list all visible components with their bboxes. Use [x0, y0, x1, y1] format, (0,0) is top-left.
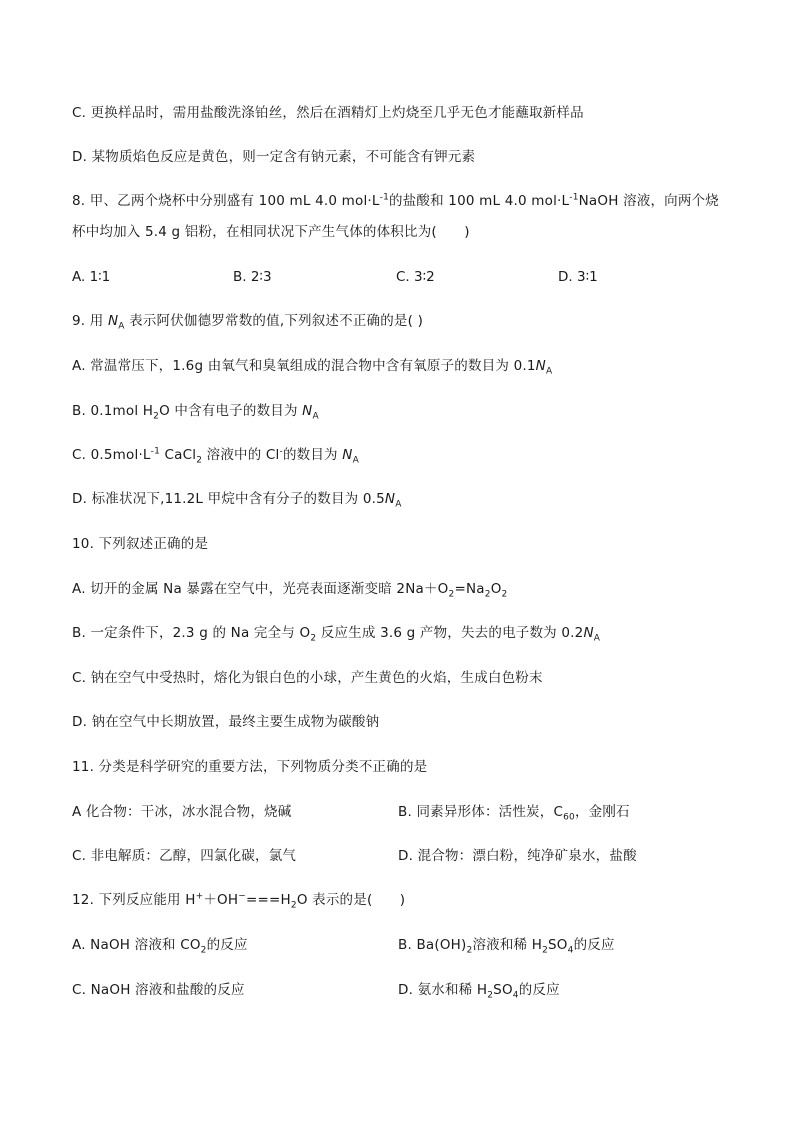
- q11-b-post: ，金刚石: [574, 804, 630, 820]
- q10-b-na-sub: A: [593, 633, 601, 644]
- q8-option-d: D. 3∶1: [558, 269, 598, 285]
- q12-d-pre: D. 氨水和稀 H: [398, 982, 488, 998]
- q11-option-b: [398, 803, 630, 821]
- q9-stem-pre: 9. 用: [72, 313, 108, 329]
- q8-stem-line1: [72, 192, 719, 210]
- q12-option-a: [72, 936, 248, 954]
- q12-sup2: −: [238, 891, 246, 902]
- q11-option-a: A 化合物：干冰，冰水混合物，烧碱: [72, 804, 292, 820]
- q12-a-post: 的反应: [206, 937, 248, 953]
- q9-stem: [72, 312, 423, 330]
- q10-a-sub2: 2: [484, 589, 491, 600]
- q11-b-sub: 60: [563, 812, 575, 823]
- q11-option-d: D. 混合物：漂白粉，纯净矿泉水，盐酸: [398, 848, 637, 864]
- q9-option-d: [72, 490, 402, 508]
- q12-option-c: C. NaOH 溶液和盐酸的反应: [72, 982, 245, 998]
- q10-option-c: C. 钠在空气中受热时，熔化为银白色的小球，产生黄色的火焰，生成白色粉末: [72, 670, 543, 686]
- q7-option-c: C. 更换样品时，需用盐酸洗涤铂丝，然后在酒精灯上灼烧至几乎无色才能蘸取新样品: [72, 105, 584, 121]
- q10-option-b: [72, 624, 600, 642]
- q12-d-sub: 2: [487, 990, 494, 1001]
- q9-c-sup: -1: [150, 446, 161, 457]
- q12-b-post: 的反应: [573, 937, 615, 953]
- q11-option-c: C. 非电解质：乙醇，四氯化碳，氯气: [72, 848, 297, 864]
- q10-a-sub1: 2: [448, 589, 455, 600]
- q8-option-c: C. 3∶2: [396, 269, 435, 285]
- q9-c-sub: 2: [196, 455, 203, 466]
- q12-stem-mid: ＋OH: [203, 892, 239, 908]
- q12-sup1: +: [195, 891, 204, 902]
- q12-option-d: [398, 981, 560, 999]
- q8-option-a: A. 1∶1: [72, 269, 111, 285]
- q12-stem-pre: 12. 下列反应能用 H: [72, 892, 196, 908]
- q11-stem: 11. 分类是科学研究的重要方法，下列物质分类不正确的是: [72, 759, 428, 775]
- q9-c-mid2: 溶液中的 Cl: [202, 447, 280, 463]
- q12-option-b: [398, 936, 615, 954]
- q10-b-sub: 2: [310, 633, 317, 644]
- q10-a-pre: A. 切开的金属 Na 暴露在空气中，光亮表面逐渐变暗 2Na＋O: [72, 581, 449, 597]
- q9-b-mid: O 中含有电子的数目为: [159, 403, 303, 419]
- q9-b-pre: B. 0.1mol H: [72, 403, 154, 419]
- q10-a-o: O: [490, 581, 502, 597]
- q9-c-n: N: [342, 447, 353, 463]
- q10-stem: 10. 下列叙述正确的是: [72, 536, 209, 552]
- q12-stem-post: O 表示的是( ): [296, 892, 406, 908]
- q12-a-sub: 2: [200, 945, 207, 956]
- q8-sup1: -1: [379, 192, 389, 203]
- q9-d-text: D. 标准状况下,11.2L 甲烷中含有分子的数目为 0.5: [72, 491, 385, 507]
- q10-option-d: D. 钠在空气中长期放置，最终主要生成物为碳酸钠: [72, 714, 380, 730]
- q12-b-so: SO: [548, 937, 568, 953]
- q10-b-n: N: [583, 625, 594, 641]
- q10-a-mid: =Na: [454, 581, 485, 597]
- q8-stem-part3: NaOH 溶液，向两个烧: [578, 193, 719, 209]
- q9-a-n: N: [535, 358, 546, 374]
- q9-d-sub: A: [395, 499, 402, 510]
- q9-c-sup2: -: [279, 446, 283, 457]
- q8-stem-part2: 的盐酸和 100 mL 4.0 mol·L: [389, 193, 570, 209]
- q12-d-so: SO: [493, 982, 513, 998]
- q9-b-n: N: [302, 403, 313, 419]
- q9-c-mid1: CaCl: [160, 447, 197, 463]
- q8-stem-line2: 杯中均加入 5.4 g 铝粉，在相同状况下产生气体的体积比为( ): [72, 224, 470, 240]
- q10-a-sub3: 2: [501, 589, 508, 600]
- q12-b-mid: 溶液和稀 H: [472, 937, 543, 953]
- q12-b-sub: 2: [466, 945, 473, 956]
- q12-d-sub2: 4: [512, 990, 519, 1001]
- q9-b-na-sub: A: [312, 411, 319, 422]
- q12-stem-sub: 2: [290, 900, 297, 911]
- q12-stem-eq: ===H: [246, 892, 291, 908]
- q9-b-sub: 2: [153, 411, 160, 422]
- q9-d-n: N: [384, 491, 396, 507]
- q9-stem-n: N: [107, 313, 119, 329]
- q9-stem-post: 表示阿伏伽德罗常数的值,下列叙述不正确的是( ): [124, 313, 424, 329]
- q10-b-post: 反应生成 3.6 g 产物，失去的电子数为 0.2: [316, 625, 584, 641]
- q11-b-pre: B. 同素异形体：活性炭，C: [398, 804, 564, 820]
- q8-stem-part1: 8. 甲、乙两个烧杯中分别盛有 100 mL 4.0 mol·L: [72, 193, 380, 209]
- q12-b-pre: B. Ba(OH): [398, 937, 467, 953]
- q9-a-text: A. 常温常压下，1.6g 由氧气和臭氧组成的混合物中含有氧原子的数目为 0.1: [72, 358, 536, 374]
- q12-d-post: 的反应: [518, 982, 560, 998]
- q12-b-sub3: 4: [567, 945, 574, 956]
- q7-option-d: D. 某物质焰色反应是黄色，则一定含有钠元素，不可能含有钾元素: [72, 149, 476, 165]
- q9-c-na-sub: A: [352, 455, 359, 466]
- q12-a-pre: A. NaOH 溶液和 CO: [72, 937, 201, 953]
- q8-sup2: -1: [569, 192, 579, 203]
- q12-stem: [72, 891, 405, 909]
- q9-option-c: [72, 446, 359, 464]
- q10-option-a: [72, 580, 507, 598]
- q9-c-mid3: 的数目为: [282, 447, 343, 463]
- q10-b-pre: B. 一定条件下，2.3 g 的 Na 完全与 O: [72, 625, 311, 641]
- q9-stem-sub: A: [118, 321, 125, 332]
- q9-c-pre: C. 0.5mol·L: [72, 447, 151, 463]
- q12-b-sub2: 2: [542, 945, 549, 956]
- q9-option-a: [72, 357, 552, 375]
- q8-option-b: B. 2∶3: [233, 269, 272, 285]
- q9-a-sub: A: [545, 366, 553, 377]
- q9-option-b: [72, 402, 319, 420]
